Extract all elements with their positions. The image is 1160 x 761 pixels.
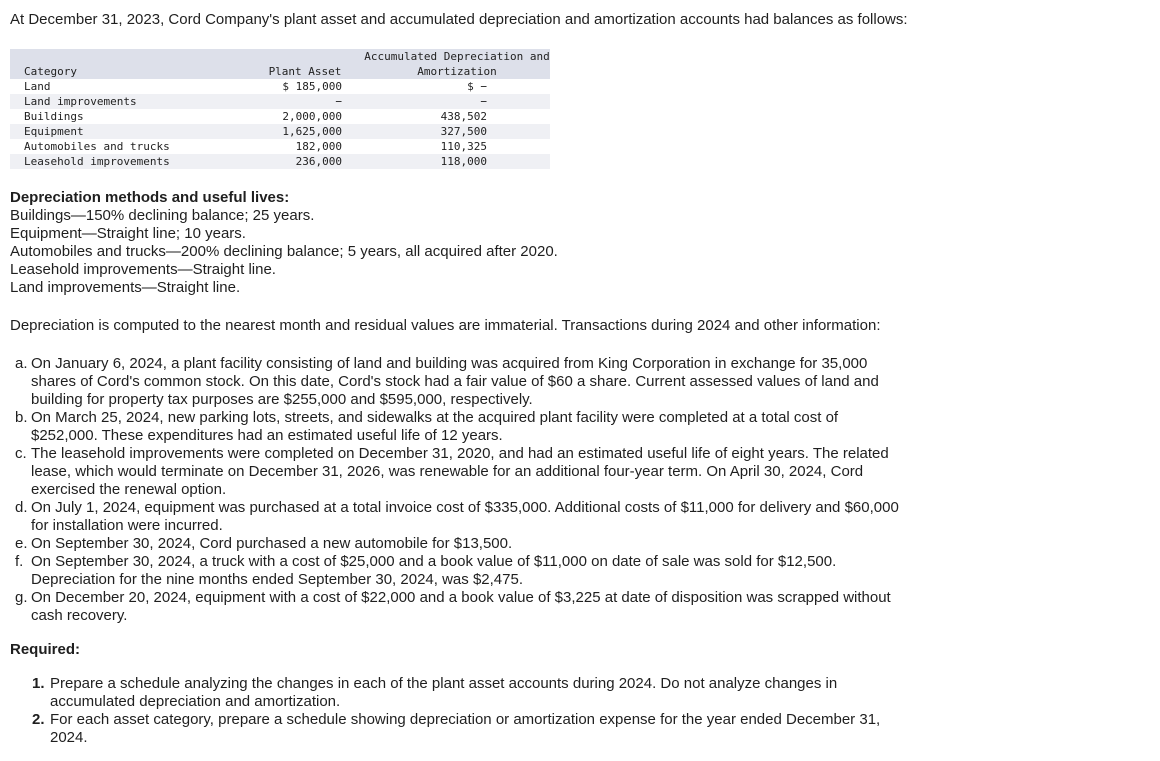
transaction-text: On March 25, 2024, new parking lots, streets, and sidewalks at the acquired plant facility were completed at a total cost of $252,000. These expenditures had an estimated useful life of 12 years.: [31, 409, 839, 444]
required-number: 2.: [32, 711, 45, 728]
table-header-row: [10, 49, 550, 64]
method-line: Automobiles and trucks—200% declining balance; 5 years, all acquired after 2020.: [10, 243, 558, 260]
row-accum: 327,500: [440, 125, 487, 138]
row-plant-asset: −: [335, 95, 342, 108]
transaction-text: On September 30, 2024, Cord purchased a new automobile for $13,500.: [31, 535, 513, 552]
required-item: [10, 675, 970, 711]
table-row: [10, 79, 550, 94]
methods-heading: Depreciation methods and useful lives:: [10, 189, 290, 206]
required-list: [10, 675, 970, 747]
transaction-item: [10, 589, 970, 625]
transaction-item: [10, 409, 970, 445]
transaction-text: On January 6, 2024, a plant facility consisting of land and building was acquired from King Corporation in exchange for 35,000 shares of Cord's common stock. On this date, Cord's stock had a fair value of $60 a share. Current assessed values of land and building for property tax purposes are $255,000 and $595,000, respectively.: [31, 355, 879, 408]
transaction-label: e.: [15, 535, 28, 552]
transaction-item: [10, 535, 970, 553]
row-plant-asset: 1,625,000: [282, 125, 342, 138]
header-category: Category: [10, 64, 246, 79]
required-number: 1.: [32, 675, 45, 692]
balances-table: [10, 49, 550, 169]
row-plant-asset: 182,000: [295, 140, 342, 153]
transactions-list: [10, 355, 970, 625]
required-text: For each asset category, prepare a schedule showing depreciation or amortization expense for the year ended December 31, 2024.: [50, 711, 881, 746]
depreciation-methods: [10, 189, 558, 297]
transaction-label: g.: [15, 589, 28, 606]
required-item: [10, 711, 970, 747]
method-line: Land improvements—Straight line.: [10, 279, 241, 296]
header-accum-line2: Amortization: [364, 64, 550, 79]
row-plant-asset: 236,000: [295, 155, 342, 168]
intro-text: At December 31, 2023, Cord Company's plant asset and accumulated depreciation and amortization accounts had balances as follows:: [10, 11, 908, 28]
transaction-text: On September 30, 2024, a truck with a cost of $25,000 and a book value of $11,000 on date of sale was sold for $12,500. Depreciation for the nine months ended September 30, 2024, was $2,475.: [31, 553, 837, 588]
table-row: [10, 154, 550, 169]
transaction-item: [10, 553, 970, 589]
row-category: Leasehold improvements: [10, 154, 246, 169]
required-text: Prepare a schedule analyzing the changes in each of the plant asset accounts during 2024. Do not analyze changes in accumulated depreciation and amortization.: [50, 675, 838, 710]
transaction-text: The leasehold improvements were completed on December 31, 2020, and had an estimated useful life of eight years. The related lease, which would terminate on December 31, 2026, was renewable for an additional four-year term. On April 30, 2024, Cord exercised the renewal option.: [31, 445, 889, 498]
row-category: Automobiles and trucks: [24, 140, 170, 153]
required-heading: Required:: [10, 641, 81, 658]
row-plant-asset: $ 185,000: [282, 80, 342, 93]
table-row: [10, 124, 550, 139]
transaction-label: a.: [15, 355, 28, 372]
row-category: Buildings: [24, 110, 84, 123]
transaction-label: d.: [15, 499, 28, 516]
header-plant-asset: Plant Asset: [246, 64, 364, 79]
header-accum-line1: Accumulated Depreciation and: [364, 50, 550, 63]
row-plant-asset: 2,000,000: [282, 110, 342, 123]
row-category: Land: [24, 80, 51, 93]
method-line: Buildings—150% declining balance; 25 years.: [10, 207, 315, 224]
transaction-item: [10, 499, 970, 535]
transaction-text: On July 1, 2024, equipment was purchased at a total invoice cost of $335,000. Additional costs of $11,000 for delivery and $60,000 for installation were incurred.: [31, 499, 899, 534]
row-accum: 118,000: [440, 155, 487, 168]
row-category: Equipment: [10, 124, 246, 139]
transaction-label: c.: [15, 445, 27, 462]
method-line: Equipment—Straight line; 10 years.: [10, 225, 246, 242]
transaction-label: b.: [15, 409, 28, 426]
table-row: [10, 139, 550, 154]
row-accum: $ −: [467, 80, 487, 93]
row-accum: 110,325: [440, 140, 487, 153]
row-accum: −: [480, 95, 487, 108]
row-accum: 438,502: [440, 110, 487, 123]
transaction-item: [10, 445, 970, 499]
depreciation-note: Depreciation is computed to the nearest month and residual values are immaterial. Transactions during 2024 and other information:: [10, 317, 881, 334]
table-row: [10, 109, 550, 124]
table-row: [10, 94, 550, 109]
row-category: Land improvements: [10, 94, 246, 109]
transaction-text: On December 20, 2024, equipment with a cost of $22,000 and a book value of $3,225 at date of disposition was scrapped without cash recovery.: [31, 589, 891, 624]
transaction-label: f.: [15, 553, 24, 570]
method-line: Leasehold improvements—Straight line.: [10, 261, 276, 278]
transaction-item: [10, 355, 970, 409]
table-header-row: [10, 64, 550, 79]
